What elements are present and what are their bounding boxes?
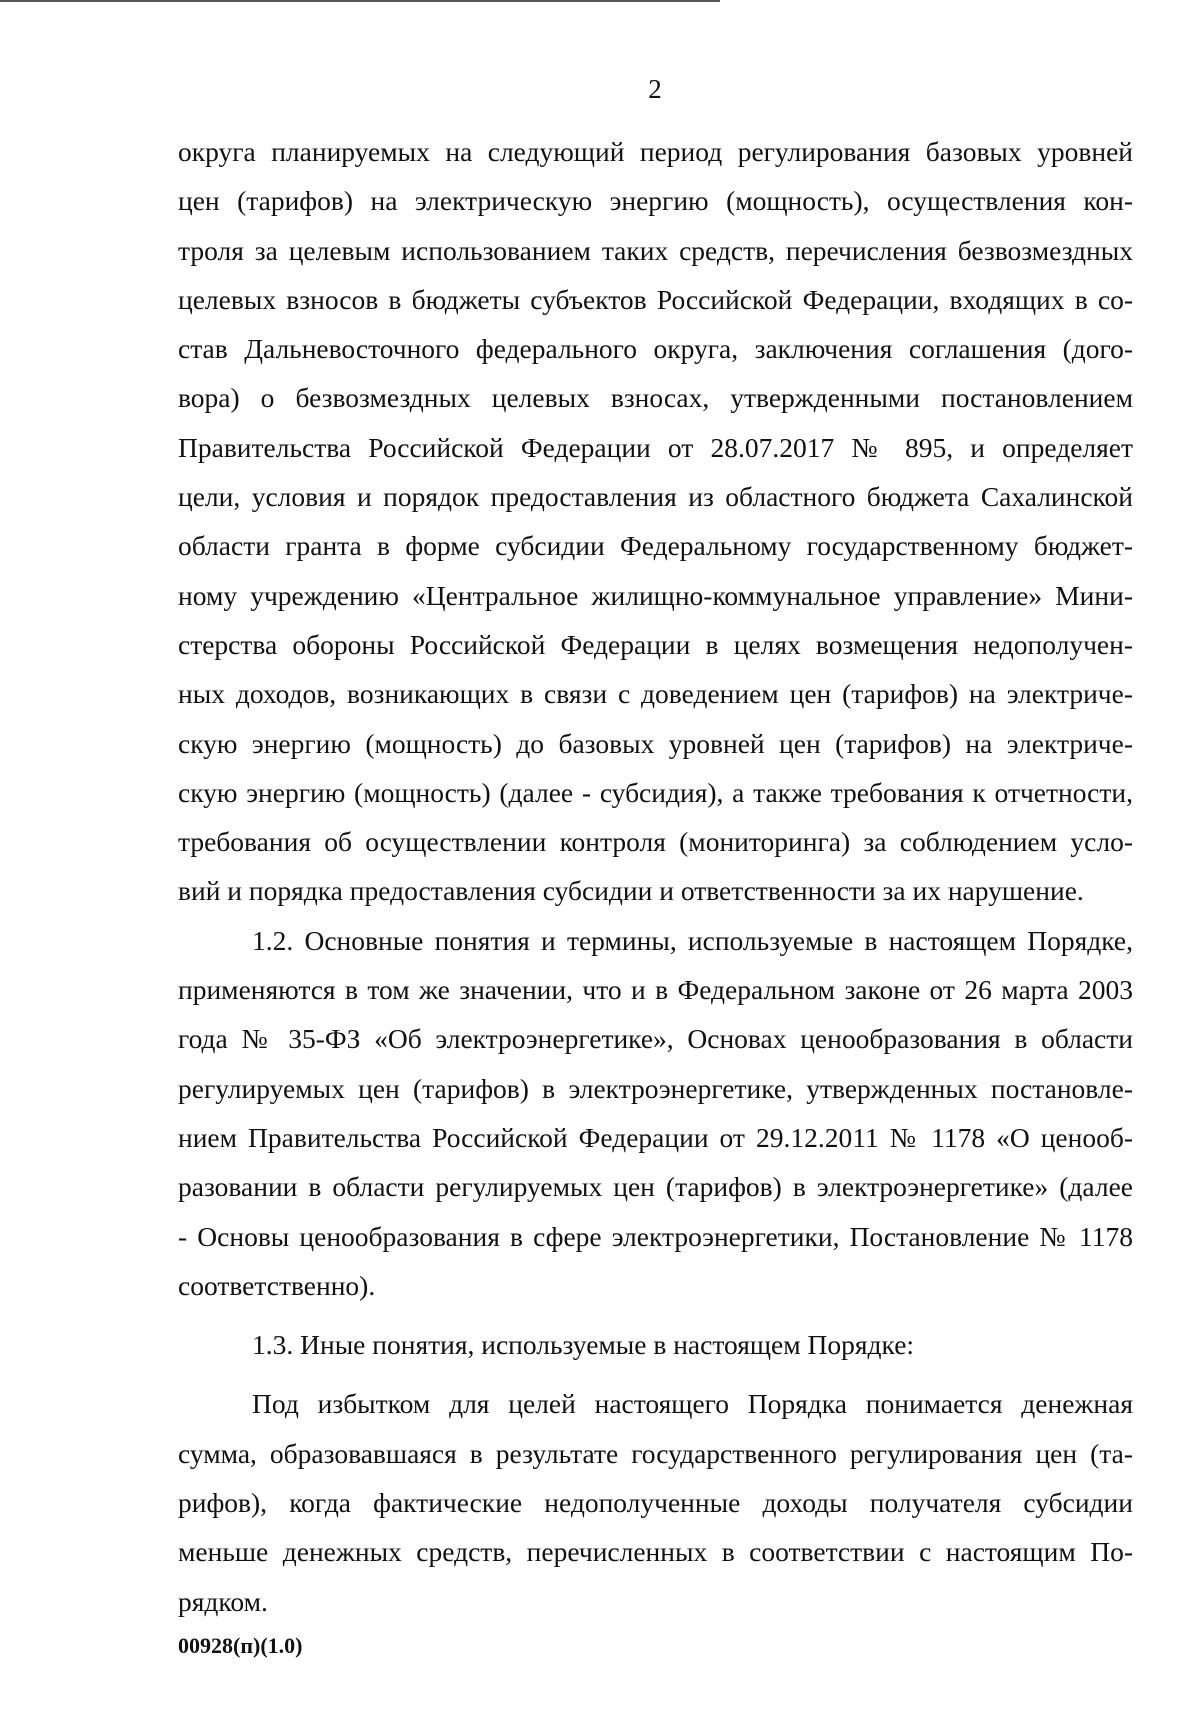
text-line: округа планируемых на следующий период регулирования базовых уровней [178, 136, 1133, 167]
text-line: ных доходов, возникающих в связи с доведением цен (тарифов) на электриче- [178, 678, 1133, 710]
paragraph-spacer [178, 1310, 1133, 1320]
text-line: регулируемых цен (тарифов) в электроэнергетике, утвержденных постановле- [178, 1072, 1133, 1104]
text-line: Правительства Российской Федерации от 28.07.2017 № 895, и определяет [178, 431, 1133, 463]
text-line: сумма, образовавшаяся в результате государственного регулирования цен (та- [178, 1437, 1133, 1469]
text-line: соответственно). [178, 1269, 376, 1301]
text-line: став Дальневосточного федерального округа, заключения соглашения (дого- [178, 333, 1133, 365]
text-line: скую энергию (мощность) до базовых уровней цен (тарифов) на электриче- [178, 727, 1133, 759]
top-scan-edge-rule [0, 0, 720, 2]
text-line: 1.3. Иные понятия, используемые в настоящем Порядке: [252, 1329, 915, 1361]
paragraph [178, 916, 1133, 1310]
text-line: рядком. [178, 1585, 268, 1617]
text-line: меньше денежных средств, перечисленных в соответствии с настоящим По- [178, 1536, 1133, 1568]
text-line: области гранта в форме субсидии Федеральному государственному бюджет- [178, 530, 1133, 562]
text-line: цен (тарифов) на электрическую энергию (мощность), осуществления кон- [178, 185, 1133, 217]
text-line: нием Правительства Российской Федерации от 29.12.2011 № 1178 «О ценооб- [178, 1121, 1133, 1153]
text-line: скую энергию (мощность) (далее - субсидия), а также требования к отчетности, [178, 776, 1133, 808]
text-line: стерства обороны Российской Федерации в целях возмещения недополучен- [178, 628, 1133, 660]
text-line: требования об осуществлении контроля (мониторинга) за соблюдением усло- [178, 826, 1133, 858]
text-line: разовании в области регулируемых цен (тарифов) в электроэнергетике» (далее [178, 1171, 1133, 1203]
text-line: вий и порядка предоставления субсидии и ответственности за их нарушение. [178, 875, 1084, 907]
text-line: - Основы ценообразования в сфере электроэнергетики, Постановление № 1178 [178, 1220, 1133, 1252]
paragraph-spacer [178, 1369, 1133, 1379]
paragraph [178, 127, 1133, 916]
text-line: ному учреждению «Центральное жилищно-коммунальное управление» Мини- [178, 579, 1133, 611]
text-line: 1.2. Основные понятия и термины, используемые в настоящем Порядке, [252, 924, 1133, 956]
text-line: вора) о безвозмездных целевых взносах, утвержденными постановлением [178, 382, 1133, 414]
text-line: рифов), когда фактические недополученные доходы получателя субсидии [178, 1487, 1133, 1519]
text-line: троля за целевым использованием таких средств, перечисления безвозмездных [178, 234, 1133, 266]
document-code: 00928(п)(1.0) [178, 1633, 303, 1658]
text-line: цели, условия и порядок предоставления из областного бюджета Сахалинской [178, 481, 1133, 513]
paragraph [178, 1320, 1133, 1369]
text-line: целевых взносов в бюджеты субъектов Российской Федерации, входящих в со- [178, 283, 1133, 315]
document-body [178, 127, 1133, 1626]
text-line: Под избытком для целей настоящего Порядка понимается денежная [252, 1388, 1133, 1420]
text-line: года № 35-ФЗ «Об электроэнергетике», Основах ценообразования в области [178, 1023, 1133, 1055]
page-number: 2 [648, 74, 662, 104]
paragraph [178, 1379, 1133, 1625]
text-line: применяются в том же значении, что и в Федеральном законе от 26 марта 2003 [178, 974, 1133, 1006]
